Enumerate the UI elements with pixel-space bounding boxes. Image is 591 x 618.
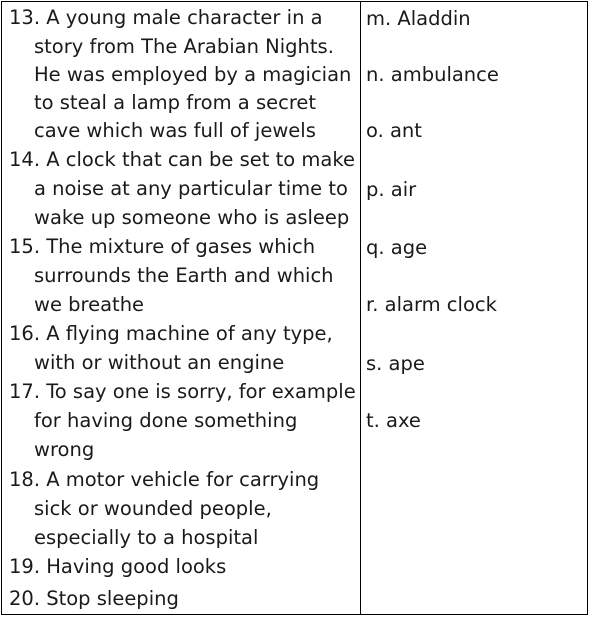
answer-t: t. axe bbox=[366, 409, 421, 432]
matching-table bbox=[1, 1, 588, 615]
question-13-line-5: cave which was full of jewels bbox=[34, 119, 316, 142]
answer-r: r. alarm clock bbox=[366, 293, 497, 316]
answer-s: s. ape bbox=[366, 352, 425, 375]
question-14-line-1: 14. A clock that can be set to make bbox=[9, 148, 355, 171]
answer-p: p. air bbox=[366, 178, 417, 201]
question-18-line-2: sick or wounded people, bbox=[34, 497, 272, 520]
question-17-line-3: wrong bbox=[34, 438, 95, 461]
question-13-line-1: 13. A young male character in a bbox=[9, 6, 323, 29]
question-16-line-1: 16. A flying machine of any type, bbox=[9, 322, 333, 345]
question-13-line-2: story from The Arabian Nights. bbox=[34, 35, 334, 58]
question-18-line-1: 18. A motor vehicle for carrying bbox=[9, 468, 320, 491]
question-13-line-3: He was employed by a magician bbox=[34, 63, 352, 86]
question-19-line-1: 19. Having good looks bbox=[9, 555, 227, 578]
question-17-line-2: for having done something bbox=[34, 409, 298, 432]
answer-q: q. age bbox=[366, 236, 428, 259]
question-14-line-2: a noise at any particular time to bbox=[34, 177, 348, 200]
question-20-line-1: 20. Stop sleeping bbox=[9, 587, 179, 610]
answer-m: m. Aladdin bbox=[366, 7, 471, 30]
question-17-line-1: 17. To say one is sorry, for example bbox=[9, 380, 356, 403]
question-15-line-1: 15. The mixture of gases which bbox=[9, 235, 316, 258]
answer-o: o. ant bbox=[366, 119, 422, 142]
question-14-line-3: wake up someone who is asleep bbox=[34, 206, 350, 229]
question-15-line-3: we breathe bbox=[34, 293, 145, 316]
question-16-line-2: with or without an engine bbox=[34, 351, 285, 374]
answer-n: n. ambulance bbox=[366, 63, 499, 86]
question-18-line-3: especially to a hospital bbox=[34, 526, 259, 549]
question-15-line-2: surrounds the Earth and which bbox=[34, 264, 334, 287]
question-13-line-4: to steal a lamp from a secret bbox=[34, 91, 317, 114]
column-divider bbox=[360, 2, 361, 614]
